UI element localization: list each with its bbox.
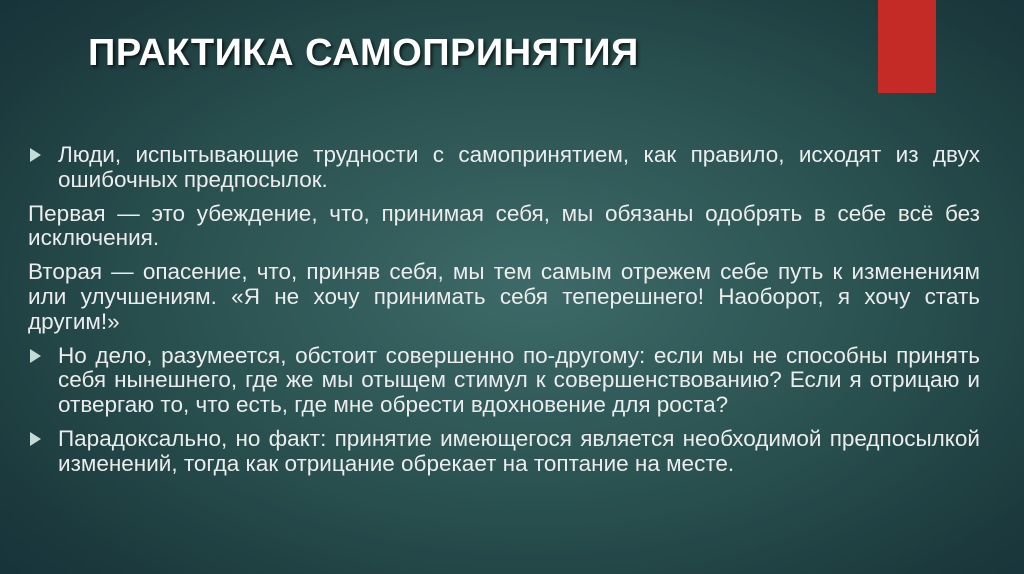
slide-title: ПРАКТИКА САМОПРИНЯТИЯ: [88, 32, 639, 74]
paragraph-text: Люди, испытывающие трудности с самопринятием, как правило, исходят из двух ошибочных предпосылок.: [58, 142, 980, 192]
paragraph-first-premise: [28, 202, 980, 252]
paragraph-second-premise: [28, 260, 980, 334]
paragraph-text: Парадоксально, но факт: принятие имеющегося является необходимой предпосылкой изменений, тогда как отрицание обрекает на топтание на месте.: [58, 425, 980, 476]
paragraph-bullet-1: [28, 143, 980, 193]
paragraph-text: Первая — это убеждение, что, принимая себя, мы обязаны одобрять в себе всё без исключения.: [28, 200, 980, 251]
paragraph-text: Но дело, разумеется, обстоит совершенно по-другому: если мы не способны принять себя нынешнего, где же мы отыщем стимул к совершенствованию? Если я отрицаю и отвергаю то, что есть, где мне обрести вдохновение для роста?: [58, 342, 980, 418]
triangle-bullet-icon: [30, 432, 41, 446]
triangle-bullet-icon: [30, 148, 41, 162]
slide-body: [28, 143, 980, 486]
accent-bar: [878, 0, 936, 93]
paragraph-text: Вторая — опасение, что, приняв себя, мы тем самым отрежем себе путь к изменениям или улучшениям. «Я не хочу принимать себя теперешнего! Наоборот, я хочу стать другим!»: [28, 259, 980, 334]
paragraph-bullet-2: [28, 344, 980, 418]
triangle-bullet-icon: [30, 349, 41, 363]
paragraph-bullet-3: [28, 427, 980, 477]
